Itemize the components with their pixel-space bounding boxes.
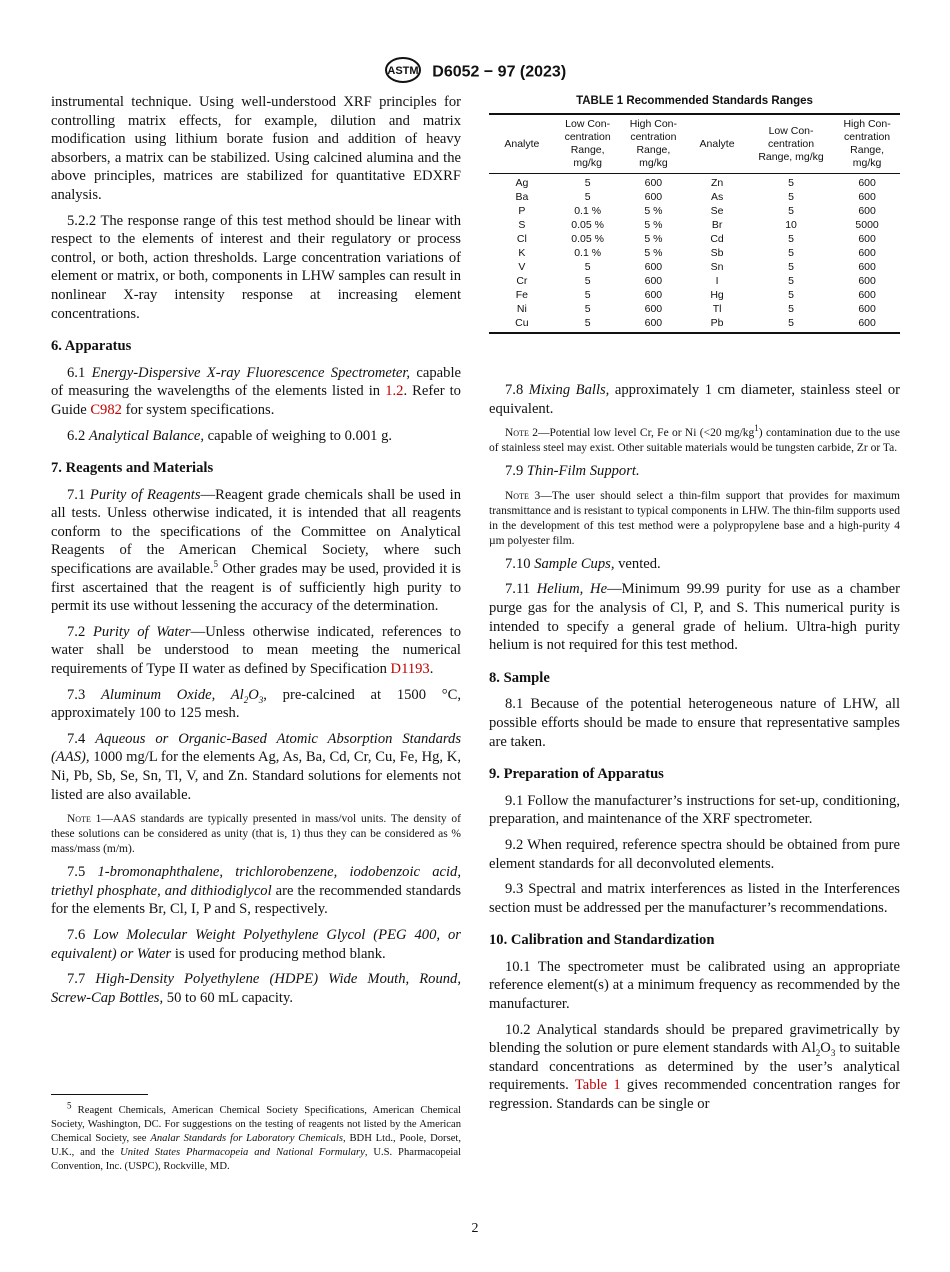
section-10-heading: 10. Calibration and Standardization (489, 932, 715, 949)
paragraph-6-2: 6.2 Analytical Balance, capable of weighing to 0.001 g. (67, 427, 393, 444)
paragraph-9-3: 9.3 Spectral and matrix interferences as listed in the Interferences section must be addressed per the manufacturer’s recommendations. (489, 881, 900, 916)
astm-logo-icon (384, 56, 422, 89)
table-row (489, 190, 900, 204)
table-cell: 5 (584, 303, 591, 315)
table-cell: 600 (858, 289, 876, 301)
table-cell: 600 (644, 261, 663, 273)
note-1: Note 1—AAS standards are typically presented in mass/vol units. The density of these solutions can be considered as unity (that is, 1) thus they can be considered as % mass/mass (m/m). (51, 813, 461, 856)
link-spec-d1193[interactable]: D1193 (390, 661, 430, 678)
table-cell: 600 (858, 247, 876, 259)
table-cell: Ag (515, 177, 529, 189)
col-header-analyte-2: Analyte (686, 114, 748, 174)
table-cell: 5 (788, 233, 794, 245)
table-cell: I (715, 275, 719, 287)
paragraph-7-8: 7.8 Mixing Balls, approximately 1 cm diameter, stainless steel or equivalent. (489, 382, 900, 417)
paragraph-7-4: 7.4 Aqueous or Organic-Based Atomic Absorption Standards (AAS), 1000 mg/L for the elements Ag, As, Ba, Cd, Cr, Cu, Fe, Hg, K, Ni, Pb, Sb, Se, Sn, Tl, V, and Zn. Standard solutions for elements not listed are also available. (51, 730, 461, 803)
table-cell: Fe (515, 289, 528, 301)
note-3: Note 3—The user should select a thin-film support that provides for maximum transmittance and is resistant to typical components in LHW. The thin-film supports used in the development of this test method were a polypropylene base and a high-purity 4 µm polyester film. (489, 489, 900, 547)
note-2: Note 2—Potential low level Cr, Fe or Ni (<20 $mg/kg^1$) contamination due to the use of stainless steel may exist. Other suitable materials would be tungsten carbide, Zr or Ta. (489, 423, 901, 455)
section-8-heading: 8. Sample (489, 669, 550, 686)
col-header-high-2: High Con-centration Range, mg/kg (834, 114, 900, 174)
col-header-high: High Con-centration Range, mg/kg (621, 114, 687, 174)
table-cell: S (518, 219, 526, 231)
section-7-heading: 7. Reagents and Materials (51, 460, 214, 477)
paragraph-7-5: 7.5 1-bromonaphthalene, trichlorobenzene, iodobenzoic acid, triethyl phosphate, and dithiodiglycol are the recommended standards for the elements Br, Cl, I, P and S, respectively. (51, 864, 461, 918)
table-cell: Br (711, 219, 723, 231)
table-cell: Pb (686, 316, 748, 333)
table-cell: 5 (788, 261, 794, 273)
col-header-analyte: Analyte (489, 114, 555, 174)
table-cell: 5 (555, 316, 621, 333)
table-row (489, 246, 900, 260)
table-cell: 5 (788, 191, 794, 203)
col-header-low: Low Con-centration Range, mg/kg (555, 114, 621, 174)
table-cell: 600 (858, 177, 876, 189)
table-cell: As (710, 191, 724, 203)
link-section-1-2[interactable]: 1.2 (385, 383, 404, 400)
paragraph-7-7: 7.7 High-Density Polyethylene (HDPE) Wide Mouth, Round, Screw-Cap Bottles, 50 to 60 mL capacity. (51, 971, 461, 1006)
table-cell: 600 (834, 316, 900, 333)
table-cell: 5 (788, 289, 794, 301)
table-cell: 600 (644, 191, 663, 203)
paragraph-6-1: 6.1 Energy-Dispersive X-ray Fluorescence Spectrometer, capable of measuring the wavelengths of the elements listed in 1.2. Refer to Guide C982 for system specifications. (51, 364, 461, 418)
link-table-1[interactable]: Table 1 (574, 1077, 621, 1094)
table-cell: Hg (710, 289, 724, 301)
paragraph-10-1: 10.1 The spectrometer must be calibrated using an appropriate reference element(s) at a minimum frequency as recommended by the manufacturer. (489, 958, 900, 1013)
table-cell: 600 (644, 275, 663, 287)
table-cell: Cr (516, 275, 528, 287)
table-cell: 5 (788, 177, 794, 189)
paragraph-5-2-2: 5.2.2 The response range of this test method should be linear with respect to the elements of interest and their regulatory or process control, or both, action thresholds. Large concentration variations of element or matrix, or both, components in LHW samples can result in nonlinear X-ray intensity response at increasing element concentrations. (51, 212, 461, 322)
table-cell: 10 (785, 219, 797, 231)
table-cell: 5 (584, 261, 591, 273)
right-column (489, 381, 900, 1121)
table-row (489, 174, 900, 191)
section-6-heading: 6. Apparatus (51, 338, 132, 355)
table-cell: 5 (584, 177, 591, 189)
table-cell: 0.05 % (571, 219, 604, 231)
table-cell: Zn (710, 177, 724, 189)
svg-text:ASTM: ASTM (387, 65, 419, 77)
paragraph-7-1: 7.1 Purity of Reagents—Reagent grade chemicals shall be used in all tests. Unless otherwise indicated, it is intended that all reagents conform to the specifications of the Committee on Analytical Reagents of the American Chemical Society, where such specifications are available.$^5$ Other grades may be used, provided it is first ascertained that the reagent is of sufficiently high purity to permit its use without lessening the accuracy of the determination. (51, 486, 462, 615)
standards-ranges-table (489, 113, 900, 334)
table-cell: Sn (710, 261, 724, 273)
table-cell: 5 % (644, 247, 663, 259)
table-cell: V (518, 261, 526, 273)
paragraph-9-1: 9.1 Follow the manufacturer’s instructions for set-up, conditioning, preparation, and maintenance of the XRF spectrometer. (489, 792, 900, 828)
table-cell: 5 (788, 275, 794, 287)
table-cell: 600 (858, 233, 876, 245)
table-cell: 600 (644, 303, 663, 315)
table-row (489, 288, 900, 302)
table-row (489, 316, 900, 333)
table-cell: Sb (710, 247, 724, 259)
table-row (489, 274, 900, 288)
footnote-rule (51, 1094, 148, 1095)
table-cell: 600 (644, 289, 663, 301)
table-cell: 5 (788, 247, 794, 259)
table-cell: P (518, 205, 526, 217)
left-column (51, 93, 461, 1014)
table-cell: 5000 (855, 219, 879, 231)
table-cell: 600 (858, 191, 876, 203)
paragraph-7-6: 7.6 Low Molecular Weight Polyethylene Glycol (PEG 400, or equivalent) or Water is used for producing method blank. (51, 926, 461, 962)
table-cell: Cd (710, 233, 724, 245)
table-cell: Se (710, 205, 724, 217)
page-number: 2 (471, 1221, 479, 1236)
paragraph-7-2: 7.2 Purity of Water—Unless otherwise indicated, references to water shall be understood to mean meeting the numerical requirements of Type II water as defined by Specification D1193. (51, 623, 461, 678)
table-header-row (489, 114, 900, 174)
table-cell: 600 (621, 316, 687, 333)
table-cell: 600 (858, 205, 876, 217)
paragraph-intro: instrumental technique. Using well-understood XRF principles for controlling matrix effects, for example, dilution and matrix modification using lithium borate fusion and addition of heavy absorbers, a matrix can be stabilized. Using calcined alumina and the above principles, matrices are stabilized for quantitative EDXRF analysis. (51, 94, 461, 203)
table-cell: 600 (858, 275, 876, 287)
table-cell: 5 (748, 316, 834, 333)
table-cell: 5 (788, 205, 794, 217)
col-header-low-2: Low Con-centration Range, mg/kg (748, 114, 834, 174)
table-row (489, 218, 900, 232)
paragraph-10-2: 10.2 Analytical standards should be prepared gravimetrically by blending the solution or pure element standards with $Al_2O_3$ to suitable standard concentrations as determined by the user’s analytical requirements. Table 1 gives recommended concentration ranges for regression. Standards can be single or (489, 1021, 900, 1113)
table-cell: Tl (712, 303, 722, 315)
table-cell: 0.1 % (574, 247, 602, 259)
table-1-title: TABLE 1 Recommended Standards Ranges (576, 95, 813, 107)
paragraph-7-11: 7.11 Helium, He—Minimum 99.99 purity for use as a chamber purge gas for the analysis of Cl, P, and S. This numerical purity is intended to specify a general grade of helium. Ultra-high purity helium is not required for this test method. (489, 581, 901, 654)
paragraph-7-10: 7.10 Sample Cups, vented. (505, 555, 661, 572)
paragraph-9-2: 9.2 When required, reference spectra should be obtained from pure element standards for all deconvoluted elements. (489, 836, 900, 872)
table-cell: 600 (644, 177, 663, 189)
table-cell: Ba (515, 191, 529, 203)
footnote-5: $^5$ Reagent Chemicals, American Chemical Society Specifications, American Chemical Society, Washington, DC. For suggestions on the testing of reagents not listed by the American Chemical Society, see Analar Standards for Laboratory Chemicals, BDH Ltd., Poole, Dorset, U.K., and the United States Pharmacopeia and National Formulary, U.S. Pharmacopeial Convention, Inc. (USPC), Rockville, MD. (51, 1100, 461, 1172)
table-cell: 600 (858, 261, 876, 273)
page-header (0, 56, 950, 89)
table-cell: 5 (584, 191, 591, 203)
table-cell: 5 (788, 303, 794, 315)
paragraph-7-9: 7.9 Thin-Film Support. (505, 463, 640, 480)
table-1 (489, 95, 900, 334)
table-cell: 5 (584, 275, 591, 287)
paragraph-7-3: 7.3 Aluminum Oxide, $Al_2O_3$, pre-calcined at 1500 °C, approximately 100 to 125 mesh. (51, 686, 461, 722)
table-cell: K (518, 247, 526, 259)
table-cell: 5 % (644, 233, 663, 245)
table-cell: Ni (516, 303, 527, 315)
table-cell: 600 (858, 303, 876, 315)
table-body (489, 174, 900, 334)
document-designation: D6052 − 97 (2023) (432, 63, 567, 81)
table-cell: Cl (516, 233, 527, 245)
link-guide-c982[interactable]: C982 (90, 401, 122, 418)
table-cell: Cu (489, 316, 555, 333)
table-row (489, 260, 900, 274)
paragraph-8-1: 8.1 Because of the potential heterogeneous nature of LHW, all possible efforts should be made to ensure that representative samples are taken. (489, 696, 900, 750)
table-cell: 0.05 % (571, 233, 604, 245)
table-row (489, 204, 900, 218)
table-cell: 5 % (644, 205, 663, 217)
table-row (489, 232, 900, 246)
table-row (489, 302, 900, 316)
table-cell: 5 (584, 289, 591, 301)
table-cell: 5 % (644, 219, 663, 231)
table-cell: 0.1 % (574, 205, 602, 217)
section-9-heading: 9. Preparation of Apparatus (489, 766, 664, 783)
